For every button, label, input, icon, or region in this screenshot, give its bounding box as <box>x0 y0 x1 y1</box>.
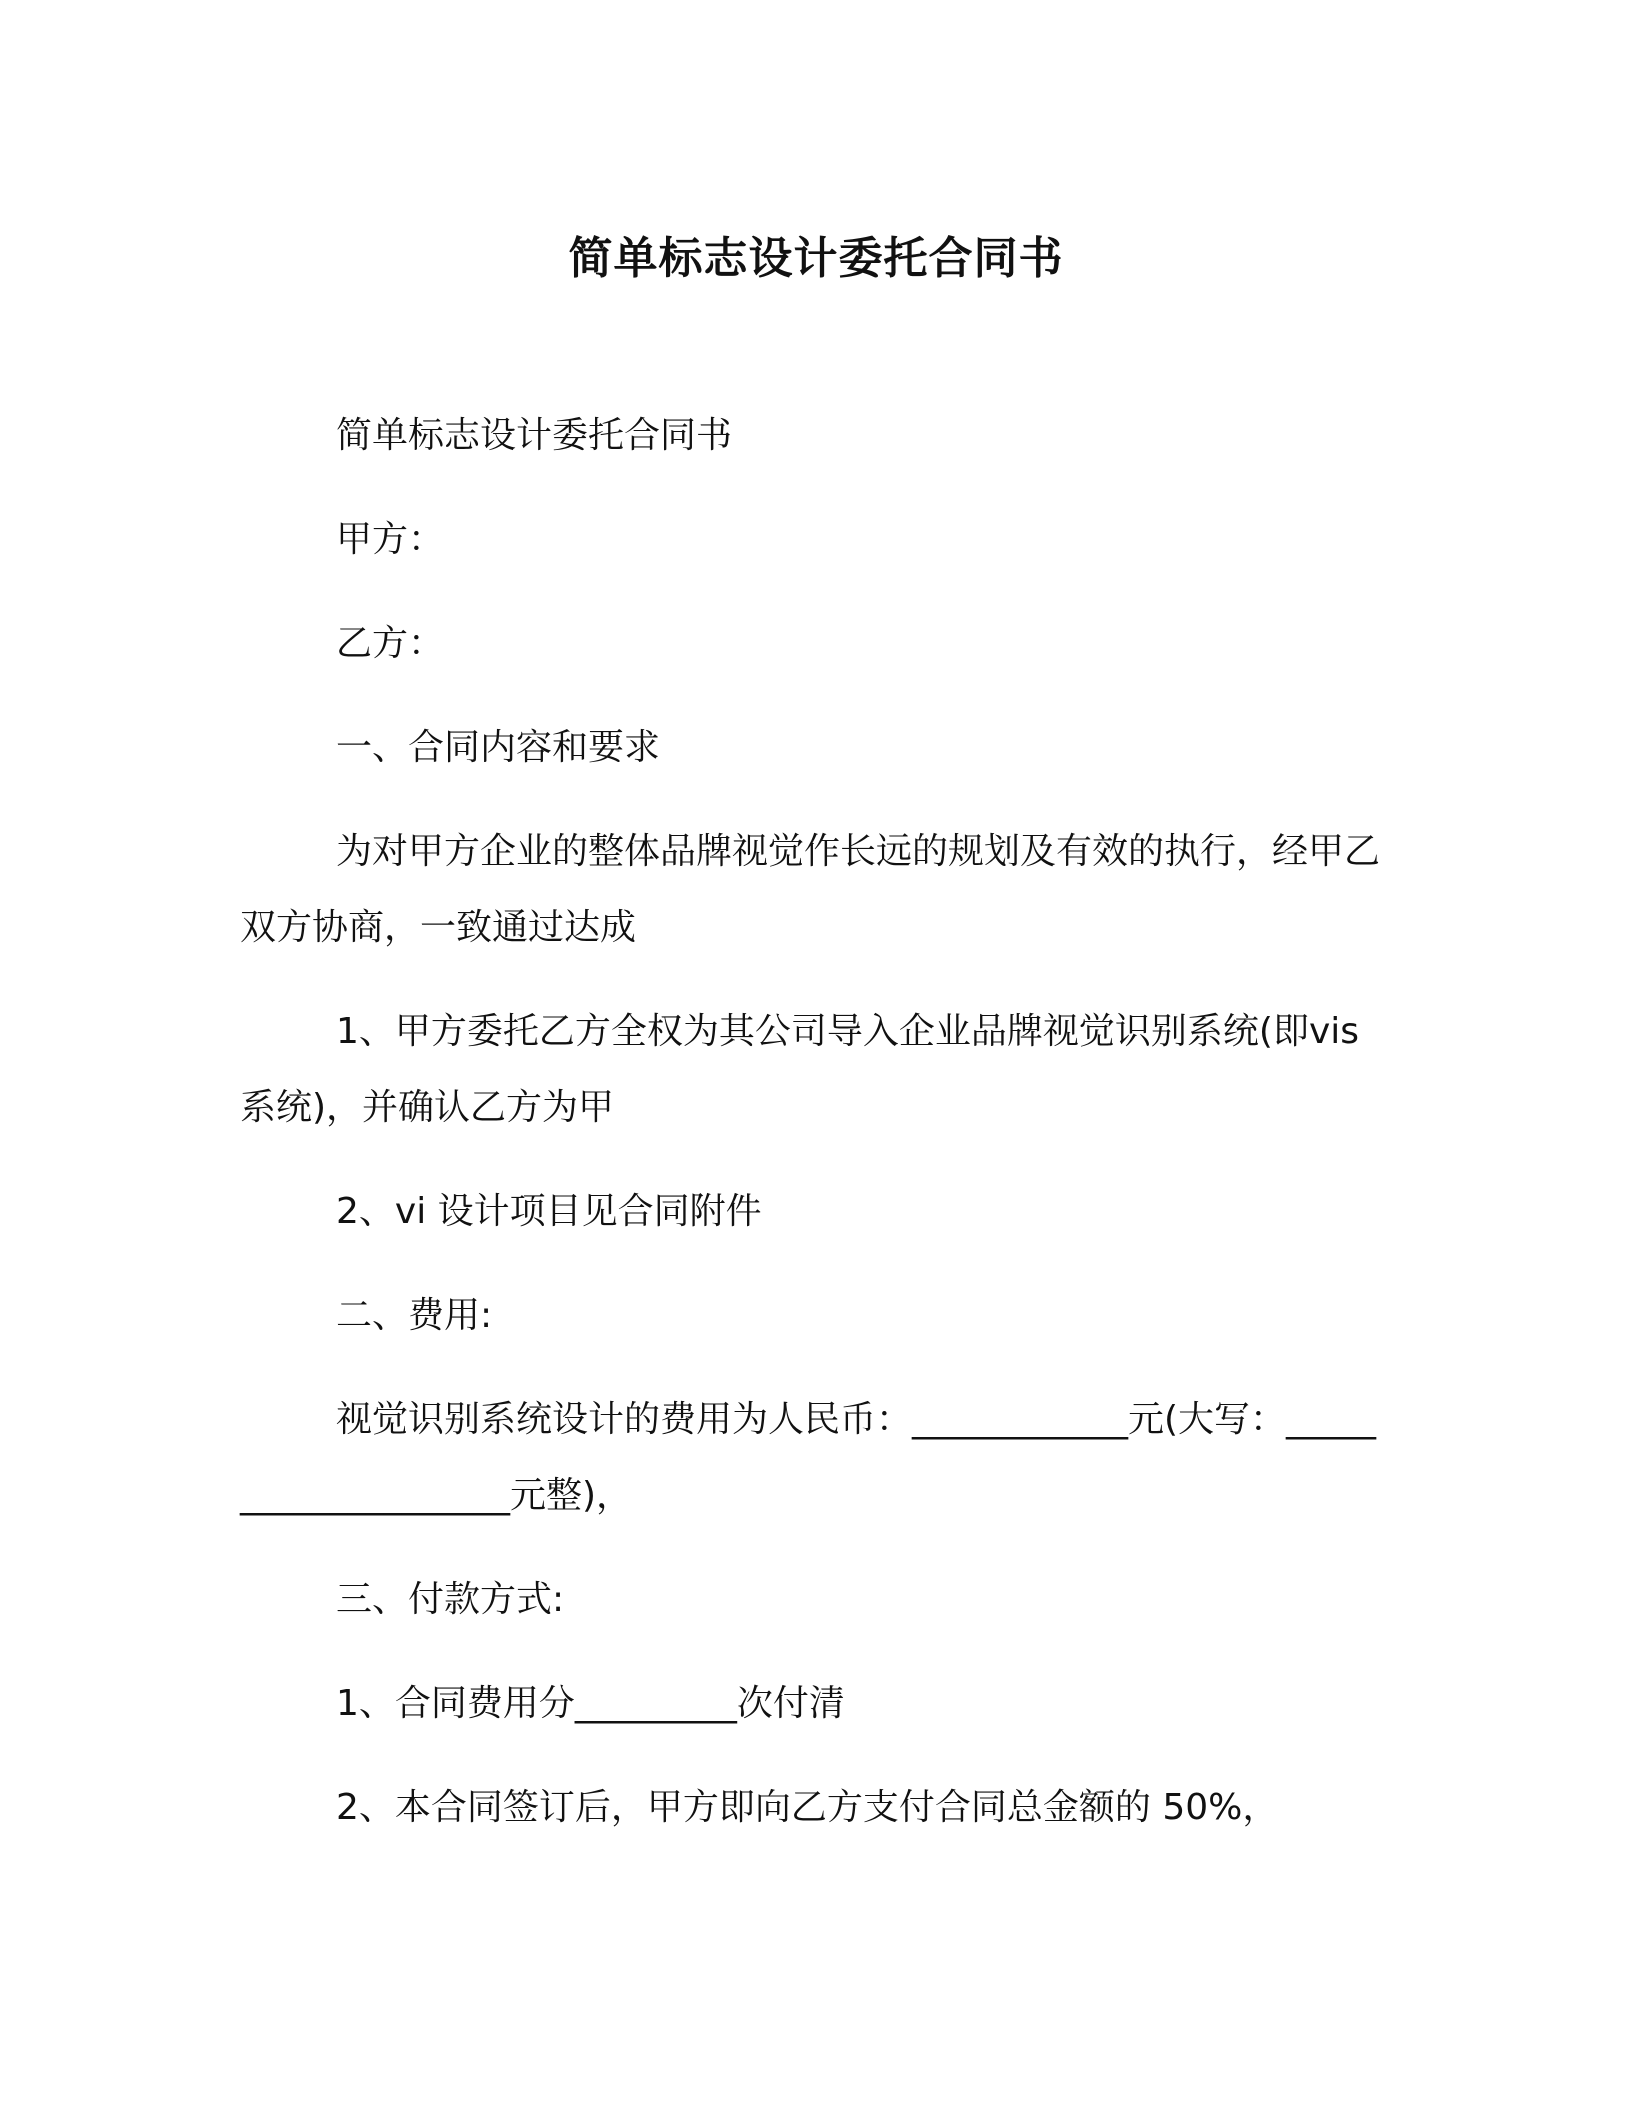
section-heading-2: 二、费用: <box>336 1295 493 1336</box>
paragraph-payment-2: 2、本合同签订后，甲方即向乙方支付合同总金额的 50%， <box>336 1787 1279 1828</box>
section-heading-3: 三、付款方式: <box>336 1579 565 1620</box>
paragraph-subtitle: 简单标志设计委托合同书 <box>336 415 733 456</box>
paragraph-clause-2: 2、vi 设计项目见合同附件 <box>336 1191 762 1232</box>
paragraph-payment-1: 1、合同费用分_________次付清 <box>336 1683 845 1724</box>
document-title: 简单标志设计委托合同书 <box>568 233 1064 284</box>
paragraph-party-b: 乙方： <box>336 623 445 664</box>
paragraph-intro: 为对甲方企业的整体品牌视觉作长远的规划及有效的执行，经甲乙双方协商，一致通过达成 <box>240 831 1381 948</box>
paragraph-party-a: 甲方： <box>336 519 445 560</box>
document-body <box>240 398 1392 1874</box>
paragraph-fee: 视觉识别系统设计的费用为人民币：____________元(大写：____________________元整)， <box>240 1399 1377 1516</box>
paragraph-clause-1: 1、甲方委托乙方全权为其公司导入企业品牌视觉识别系统(即vis 系统)，并确认乙方为甲 <box>240 1011 1371 1128</box>
section-heading-1: 一、合同内容和要求 <box>336 727 661 768</box>
